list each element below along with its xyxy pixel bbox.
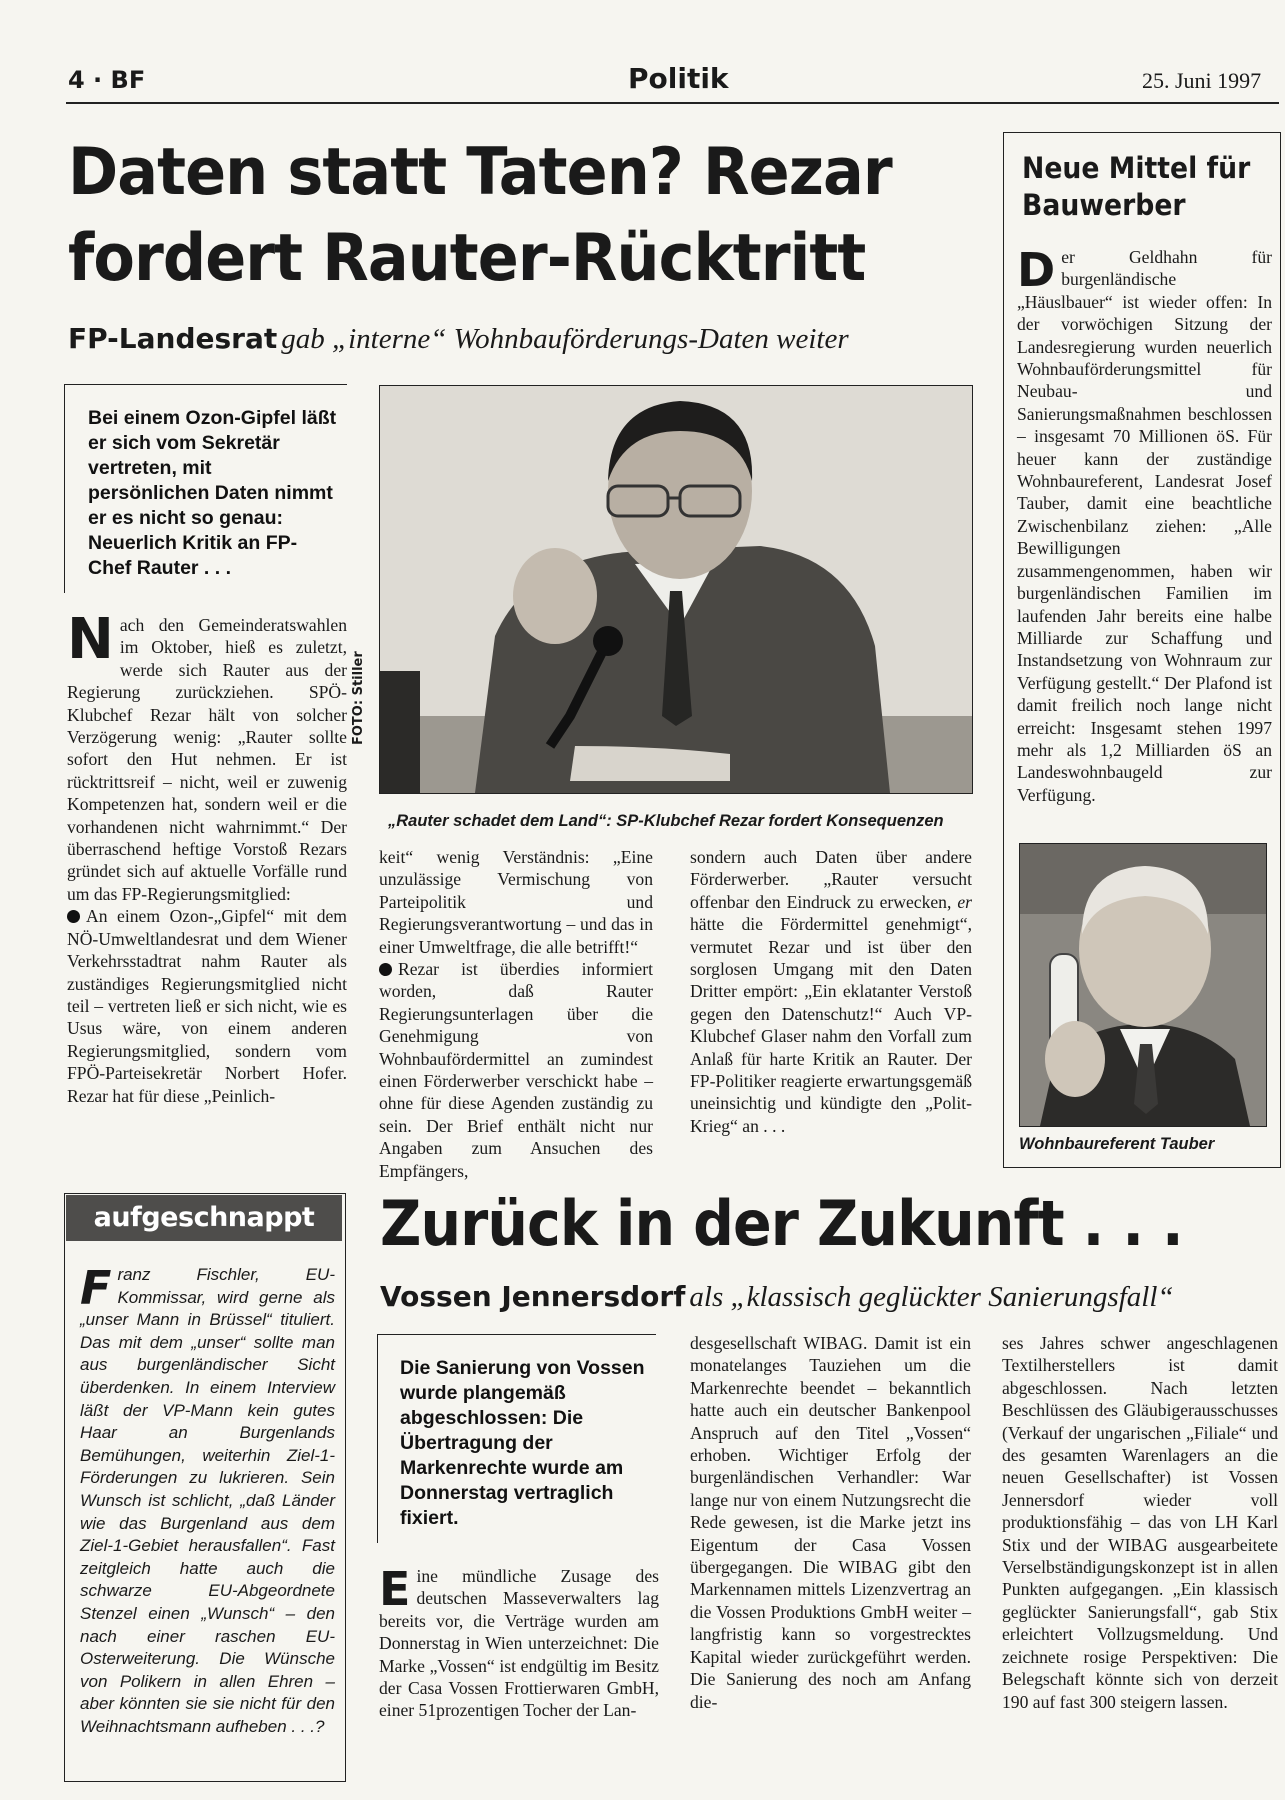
second-col2-body: desgesellschaft WIBAG. Damit ist ein monatelanges Tauziehen um die Markenrechte beendet – bekanntlich hatte auch ein deutscher Bankenpool Anspruch auf den Titel „Vossen“ erhoben. Wichtiger Erfolg der burgenländischen Verhandler: War lange nur von einem Nutzungsrecht die Rede gewesen, ist die Marke jetzt ins Eigentum der Casa Vossen übergegangen. Die WIBAG gibt den Markennamen mittels Lizenzvertrag an die Vossen Produktions GmbH weiter – langfristig kann so vorgestrecktes Kapital wieder zurückgeführt werden. Die Sanierung des noch am Anfang die- [690,1333,971,1712]
main-article-column-3 [690,846,972,1137]
page-number: 4 · BF [68,66,146,94]
second-article-column-1 [379,1562,659,1722]
pullquote-text: Bei einem Ozon-Gipfel läßt er sich vom Sekretär vertreten, mit persönlichen Daten nimmt er es nicht so genau: Neuerlich Kritik an FP-Chef Rauter . . . [88,407,337,579]
headline-line-2: fordert Rauter-Rücktritt [68,221,866,296]
dropcap-f: F [80,1261,112,1315]
second-subhead [380,1280,1280,1314]
main-headline [68,130,924,302]
man-on-phone-illustration [1020,844,1266,1126]
second-col3-body: ses Jahres schwer angeschlagenen Textilherstellers ist damit abgeschlossen. Nach letzten Beschlüssen des Gläubigerausschusses (Verkauf der ungarischen „Filiale“ und des gesamten Warenlagers an die neuen Gesellschafter) ist Vossen Jennersdorf wieder voll produktionsfähig – das von LH Karl Stix und der WIBAG ausgearbeitete Verselbständigungskonzept ist in allen Punkten aufgegangen. „Ein klassisch geglückter Sanierungsfall“, gab Stix erleichtert Vollzugsmeldung. Und zeichnete rosige Perspektiven: Die Belegschaft könnte sich von derzeit 190 auf fast 300 steigern lassen. [1002,1333,1278,1712]
second-subhead-bold: Vossen Jennersdorf [380,1280,686,1313]
photo-credit: FOTO: Stiller [351,651,366,745]
col1-intro: ach den Gemeinderatswahlen im Oktober, hieß es zuletzt, werde sich Rauter aus der Regierung zurückziehen. SPÖ-Klubchef Rezar hält von solcher Verzögerung wenig: „Rauter sollte sofort den Hut nehmen. Er ist rücktrittsreif – nicht, weil er zuwenig Kompetenzen hat, sondern weil er die vorhandenen nicht wahrnimmt.“ Der überraschend heftige Vorstoß Rezars gründet sich auf aktuelle Vorfälle rund um das FP-Regierungsmitglied: [67,615,347,904]
section-title: Politik [628,62,729,95]
col3-text-b: hätte die Fördermittel genehmigt“, vermutet Rezar und ist über den sorglosen Umgang mit den Daten Dritter empört: „Ein eklatanter Verstoß gegen den Datenschutz!“ Auch VP-Klubchef Glaser nahm den Vorfall zum Anlaß für harte Kritik an Rauter. Der FP-Politiker reagierte erwartungsgemäß uneinsichtig und kündigte den „Polit-Krieg“ an . . . [690,914,972,1136]
second-headline: Zurück in der Zukunft . . . [380,1187,1183,1260]
second-col1-body: ine mündliche Zusage des deutschen Masseverwalters lag bereits vor, die Verträge wurden am Donnerstag in Wien unterzeichnet: Die Marke „Vossen“ ist endgültig im Besitz der Casa Vossen Frottierwaren GmbH, einer 51prozentigen Tocher der Lan- [379,1566,659,1721]
sidebar-text [1017,243,1272,806]
col3-em: er [957,891,973,912]
subhead-italic: gab „interne“ Wohnbauförderungs-Daten weiter [281,323,849,355]
dropcap-d: D [1017,243,1056,297]
bullet-icon [379,963,392,976]
headline-line-1: Daten statt Taten? Rezar [68,135,892,210]
second-pullquote-text: Die Sanierung von Vossen wurde plangemäß abgeschlossen: Die Übertragung der Markenrechte wurde am Donnerstag vertraglich fixiert. [400,1357,645,1529]
header-rule [66,102,1279,104]
second-article-column-3 [1002,1332,1278,1713]
bullet-icon [67,910,80,923]
aufgeschnappt-body: ranz Fischler, EU-Kommissar, wird gerne als „unser Mann in Brüssel“ tituliert. Das mit dem „unser“ sollte man aus burgenländischer Sicht überdenken. In einem Interview läßt der VP-Mann kein gutes Haar an Burgenlands Bemühungen, weiterhin Ziel-1-Förderungen zu lukrieren. Sein Wunsch ist schlicht, „daß Länder wie das Burgenland aus dem Ziel-1-Gebiet herausfallen“. Fast zeitgleich hatte auch die schwarze EU-Abgeordnete Stenzel einen „Wunsch“ – den nach einer raschen EU-Osterweiterung. Die Wünsche von Polikern in allen Ehren – aber könnten sie sie nicht für den Weihnachtsmann aufheben . . .? [80,1265,335,1736]
man-at-microphone-illustration [380,386,972,793]
col3-text-a: sondern auch Daten über andere Förderwerber. „Rauter versucht offenbar den Eindruck zu erwecken, [690,847,972,912]
second-subhead-italic: als „klassisch geglückter Sanierungsfall“ [689,1281,1174,1313]
col2-text: keit“ wenig Verständnis: „Eine unzulässige Vermischung von Parteipolitik und Regierungsverantwortung – und das in einer Umweltfrage, die alle betrifft!“ [379,847,653,957]
main-photo [379,385,973,794]
main-article-column-1 [67,607,347,1107]
col2-bullet: Rezar ist überdies informiert worden, daß Rauter Regierungsunterlagen über die Genehmigung von Wohnbaufördermittel an zumindest einen Förderwerber verschickt habe – ohne für diese Agenden zuständig zu sein. Der Brief enthält nicht nur Angaben zum Ansuchen des Empfängers, [379,959,653,1181]
aufgeschnappt-text [80,1261,335,1738]
dropcap-e: E [379,1562,411,1616]
sidebar-photo-caption: Wohnbaureferent Tauber [1019,1135,1215,1153]
main-subhead [68,322,973,356]
issue-date: 25. Juni 1997 [1142,68,1262,93]
sidebar-photo [1019,843,1267,1127]
second-article-column-2 [690,1332,971,1713]
aufgeschnappt-label: aufgeschnappt [66,1195,342,1241]
main-article-column-2 [379,846,653,1182]
col1-bullet: An einem Ozon-„Gipfel“ mit dem NÖ-Umweltlandesrat und dem Wiener Verkehrsstadtrat nahm Rauter als zuständiges Regierungsmitglied nicht teil – vertreten ließ er sich nicht, wie es Usus wäre, von einem anderen Regierungsmitglied, sondern vom FPÖ-Parteisekretär Norbert Hofer. Rezar hat für diese „Peinlich- [67,906,347,1106]
dropcap-n: N [67,607,114,672]
sidebar-body: er Geldhahn für burgenländische „Häuslbauer“ ist wieder offen: In der vorwöchigen Sitzung der Landesregierung wurden neuerlich Wohnbauförderungsmittel für Neubau- und Sanierungsmaßnahmen beschlossen – insgesamt 70 Millionen öS. Für heuer kann der zuständige Wohnbaureferent, Landesrat Josef Tauber, damit eine beachtliche Zwischenbilanz ziehen: „Alle Bewilligungen zusammengenommen, haben wir burgenländischen Familien im laufenden Jahr bereits eine halbe Milliarde zur Schaffung und Instandsetzung von Wohnraum zur Verfügung gestellt.“ Der Plafond ist damit freilich noch lange nicht erreicht: Insgesamt stehen 1997 mehr als 1,2 Milliarden öS an Landeswohnbaugeld zur Verfügung. [1017,247,1272,805]
main-photo-caption: „Rauter schadet dem Land“: SP-Klubchef Rezar fordert Konsequenzen [388,812,944,830]
sidebar-headline: Neue Mittel für Bauwerber [1022,151,1251,222]
subhead-bold: FP-Landesrat [68,322,278,355]
